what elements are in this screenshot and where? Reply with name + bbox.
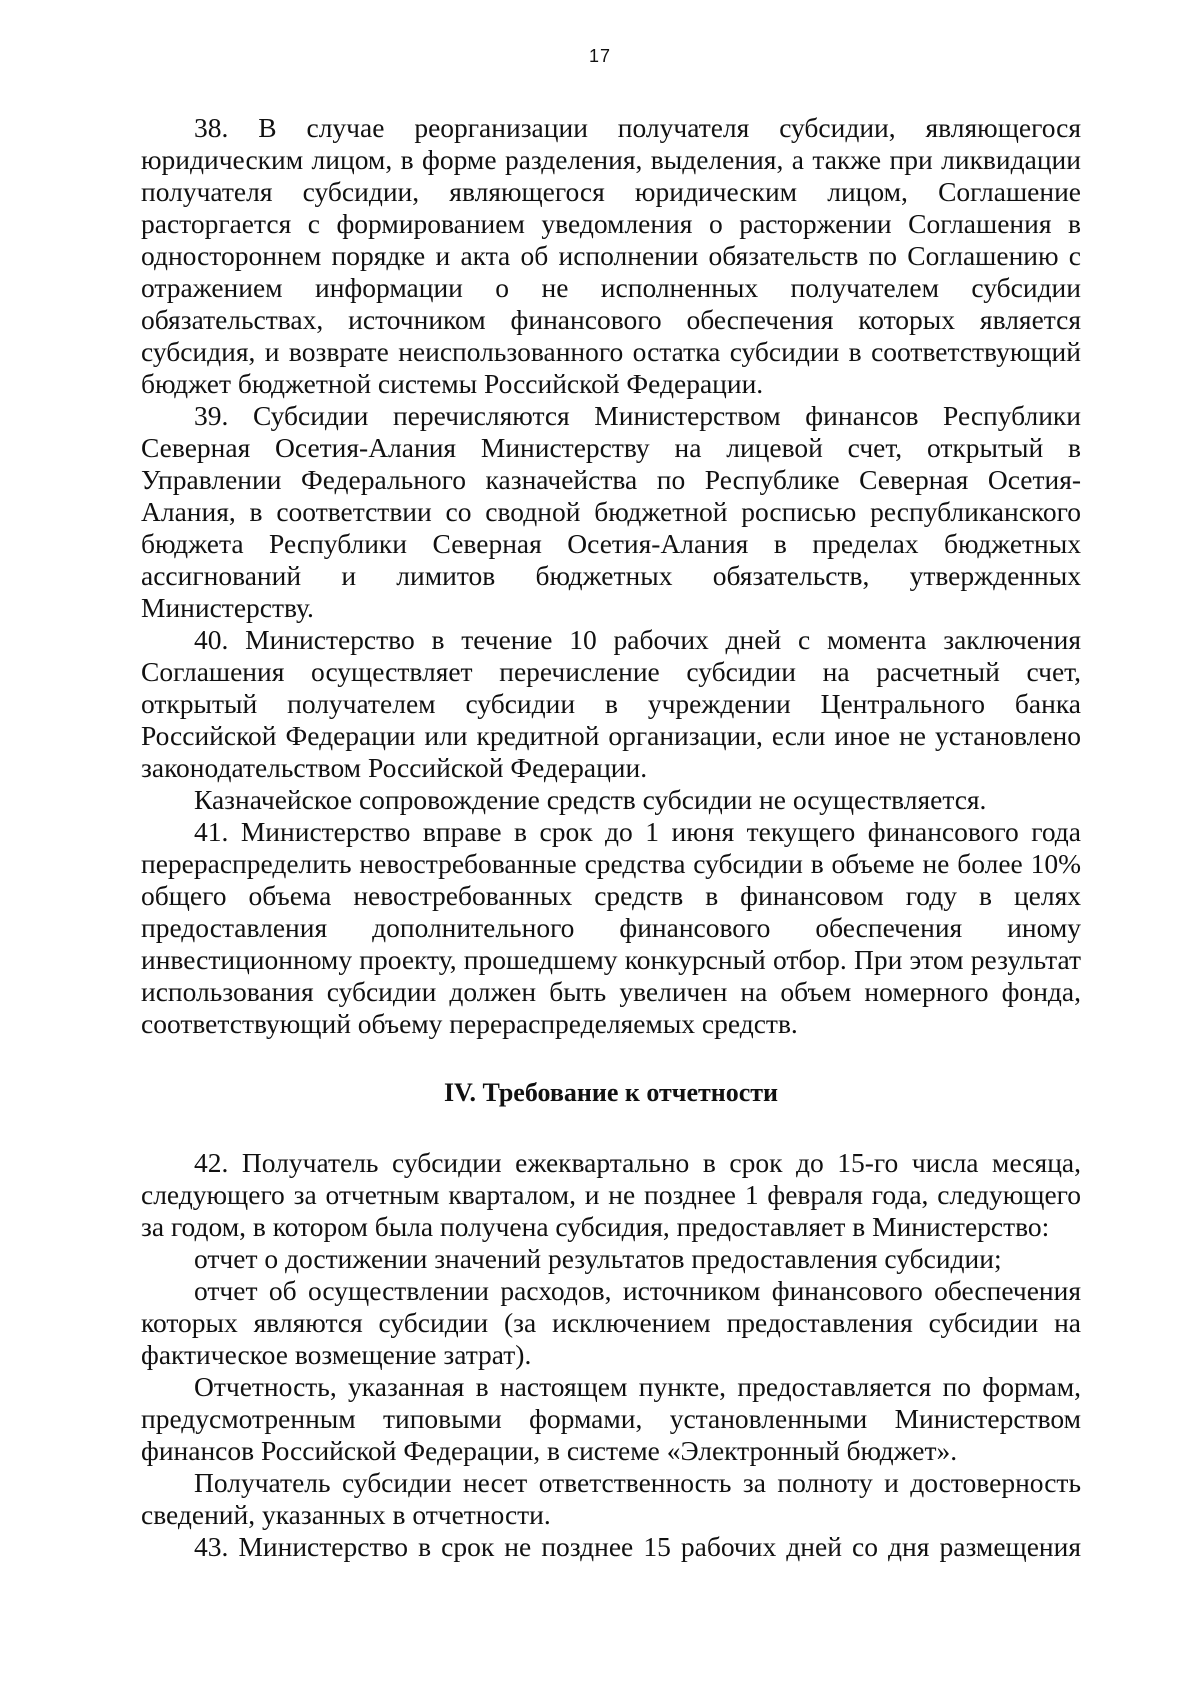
paragraph-41: 41. Министерство вправе в срок до 1 июня текущего финансового года перераспределить невостребованные средства субсидии в объеме не более 10% общего объема невостребованных средств в финансовом году в целях предоставления дополнительного финансового обеспечения иному инвестиционному проекту, прошедшему конкурсный отбор. При этом результат использования субсидии должен быть увеличен на объем номерного фонда, соответствующий объему перераспределяемых средств. <box>141 816 1081 1039</box>
page-number: 17 <box>588 46 612 66</box>
paragraph-42: 42. Получатель субсидии ежеквартально в срок до 15-го числа месяца, следующего за отчетным кварталом, и не позднее 1 февраля года, следующего за годом, в котором была получена субсидия, предоставляет в Министерство: <box>141 1147 1081 1242</box>
paragraph-42-report-results: отчет о достижении значений результатов предоставления субсидии; <box>194 1243 1002 1274</box>
section-heading: IV. Требование к отчетности <box>443 1078 779 1107</box>
paragraph-39: 39. Субсидии перечисляются Министерством финансов Республики Северная Осетия-Алания Министерству на лицевой счет, открытый в Управлении Федерального казначейства по Республике Северная Осетия-Алания, в соответствии со сводной бюджетной росписью республиканского бюджета Республики Северная Осетия-Алания в пределах бюджетных ассигнований и лимитов бюджетных обязательств, утвержденных Министерству. <box>141 400 1081 623</box>
paragraph-38: 38. В случае реорганизации получателя субсидии, являющегося юридическим лицом, в форме разделения, выделения, а также при ликвидации получателя субсидии, являющегося юридическим лицом, Соглашение расторгается с формированием уведомления о расторжении Соглашения в одностороннем порядке и акта об исполнении обязательств по Соглашению с отражением информации о не исполненных получателем субсидии обязательствах, источником финансового обеспечения которых является субсидия, и возврате неиспользованного остатка субсидии в соответствующий бюджет бюджетной системы Российской Федерации. <box>141 112 1081 399</box>
paragraph-42-forms: Отчетность, указанная в настоящем пункте, предоставляется по формам, предусмотренным типовыми формами, установленными Министерством финансов Российской Федерации, в системе «Электронный бюджет». <box>141 1371 1081 1466</box>
document-body <box>141 112 1081 1563</box>
paragraph-treasury-note: Казначейское сопровождение средств субсидии не осуществляется. <box>194 784 987 815</box>
paragraph-43: 43. Министерство в срок не позднее 15 рабочих дней со дня размещения <box>194 1531 1081 1562</box>
paragraph-40: 40. Министерство в течение 10 рабочих дней с момента заключения Соглашения осуществляет перечисление субсидии на расчетный счет, открытый получателем субсидии в учреждении Центрального банка Российской Федерации или кредитной организации, если иное не установлено законодательством Российской Федерации. <box>141 624 1081 783</box>
paragraph-42-responsibility: Получатель субсидии несет ответственность за полноту и достоверность сведений, указанных в отчетности. <box>141 1467 1081 1530</box>
paragraph-42-report-expenses: отчет об осуществлении расходов, источником финансового обеспечения которых являются субсидии (за исключением предоставления субсидии на фактическое возмещение затрат). <box>141 1275 1081 1370</box>
